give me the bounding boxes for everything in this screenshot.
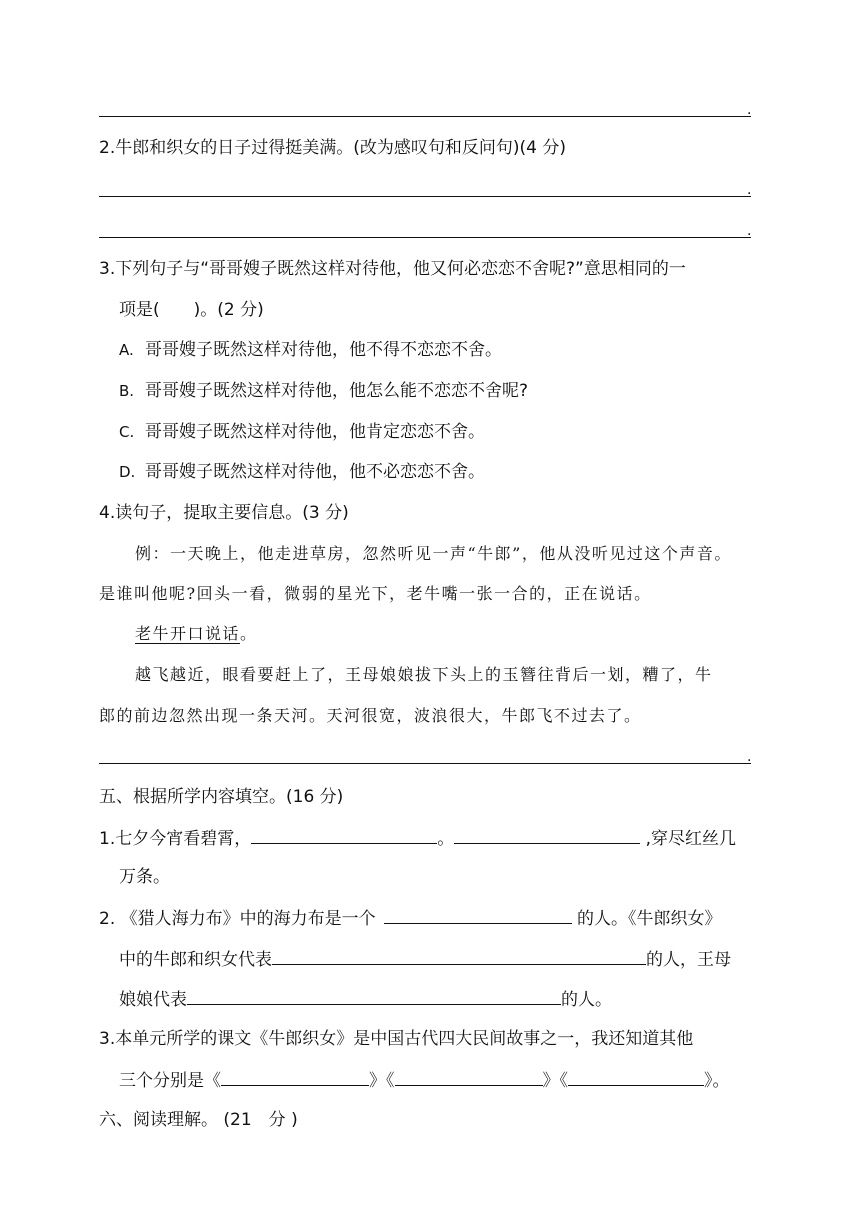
s5-q1-text: 。 (437, 829, 455, 849)
s5-question-3-line2 (119, 1067, 730, 1093)
answer-line[interactable] (99, 763, 751, 764)
question-3-line1: 3.下列句子与“哥哥嫂子既然这样对待他，他又何必恋恋不舍呢?”意思相同的一 (99, 259, 686, 279)
option-letter: D. (119, 463, 136, 481)
s5-q3-text: 》《 (542, 1071, 568, 1091)
s5-q3-text: 》。 (704, 1071, 730, 1091)
s5-question-2-line3 (119, 986, 612, 1012)
line-end-dot: . (747, 749, 752, 765)
s5-question-1 (99, 825, 736, 851)
question-2: 2.牛郎和织女的日子过得挺美满。(改为感叹句和反问句)(4 分) (99, 138, 566, 158)
s5-question-1-line2: 万条。 (119, 867, 170, 887)
option-letter: C. (119, 423, 135, 441)
fill-blank[interactable] (454, 825, 640, 844)
example-answer (135, 622, 258, 646)
question-4: 4.读句子，提取主要信息。(3 分) (99, 503, 349, 523)
fill-blank[interactable] (187, 986, 561, 1005)
line-end-dot: . (747, 102, 752, 118)
s5-q2-text: 娘娘代表 (119, 990, 187, 1010)
option-text: 哥哥嫂子既然这样对待他，他不得不恋恋不舍。 (145, 340, 502, 360)
s5-q2-text: 2. 《猎人海力布》中的海力布是一个 (99, 909, 376, 929)
s5-q2-text: 的人。 (561, 990, 612, 1010)
fill-blank[interactable] (221, 1067, 369, 1086)
s5-q3-text: 三个分别是《 (119, 1071, 221, 1091)
line-end-dot: . (747, 182, 752, 198)
question-3-line2: 项是( )。(2 分) (119, 300, 264, 320)
s5-q1-text: ,穿尽红丝几 (640, 829, 737, 849)
fill-blank[interactable] (568, 1067, 704, 1086)
fill-blank[interactable] (395, 1067, 543, 1086)
s5-q3-text: 》《 (369, 1071, 395, 1091)
s5-question-2-line2 (119, 946, 731, 972)
option-letter: A. (119, 341, 134, 359)
option-c[interactable] (119, 420, 485, 444)
section-5-title: 五、根据所学内容填空。(16 分) (99, 787, 344, 807)
example-answer-end: 。 (240, 624, 258, 643)
s5-q2-text: 中的牛郎和织女代表 (119, 950, 272, 970)
example-line2: 是谁叫他呢?回头一看，微弱的星光下，老牛嘴一张一合的，正在说话。 (99, 584, 652, 603)
passage-line1: 越飞越近，眼看要赶上了，王母娘娘拔下头上的玉簪往背后一划，糟了，牛 (135, 665, 713, 684)
option-a[interactable] (119, 338, 502, 362)
section-6-title: 六、阅读理解。 (21 分 ) (99, 1110, 298, 1130)
line-end-dot: . (747, 223, 752, 239)
s5-q1-text: 1.七夕今宵看碧霄， (99, 829, 252, 849)
s5-q2-text: 的人。《牛郎织女》 (571, 909, 722, 929)
option-text: 哥哥嫂子既然这样对待他，他不必恋恋不舍。 (145, 462, 485, 482)
fill-blank[interactable] (384, 905, 572, 924)
fill-blank[interactable] (251, 825, 437, 844)
option-letter: B. (119, 382, 135, 400)
s5-question-3: 3.本单元所学的课文《牛郎织女》是中国古代四大民间故事之一，我还知道其他 (99, 1029, 694, 1049)
example-line1: 例：一天晚上，他走进草房，忽然听见一声“牛郎”，他从没听见过这个声音。 (135, 544, 732, 563)
s5-q2-text: 的人，王母 (646, 950, 731, 970)
option-text: 哥哥嫂子既然这样对待他，他怎么能不恋恋不舍呢? (145, 381, 529, 401)
answer-line[interactable] (99, 237, 751, 238)
example-answer-text: 老牛开口说话 (135, 624, 241, 643)
s5-question-2 (99, 905, 722, 931)
fill-blank[interactable] (272, 946, 646, 965)
option-b[interactable] (119, 379, 528, 403)
passage-line2: 郎的前边忽然出现一条天河。天河很宽，波浪很大，牛郎飞不过去了。 (99, 706, 642, 725)
option-d[interactable] (119, 460, 485, 484)
answer-line[interactable] (99, 196, 751, 197)
answer-line[interactable] (99, 116, 751, 117)
option-text: 哥哥嫂子既然这样对待他，他肯定恋恋不舍。 (145, 422, 485, 442)
